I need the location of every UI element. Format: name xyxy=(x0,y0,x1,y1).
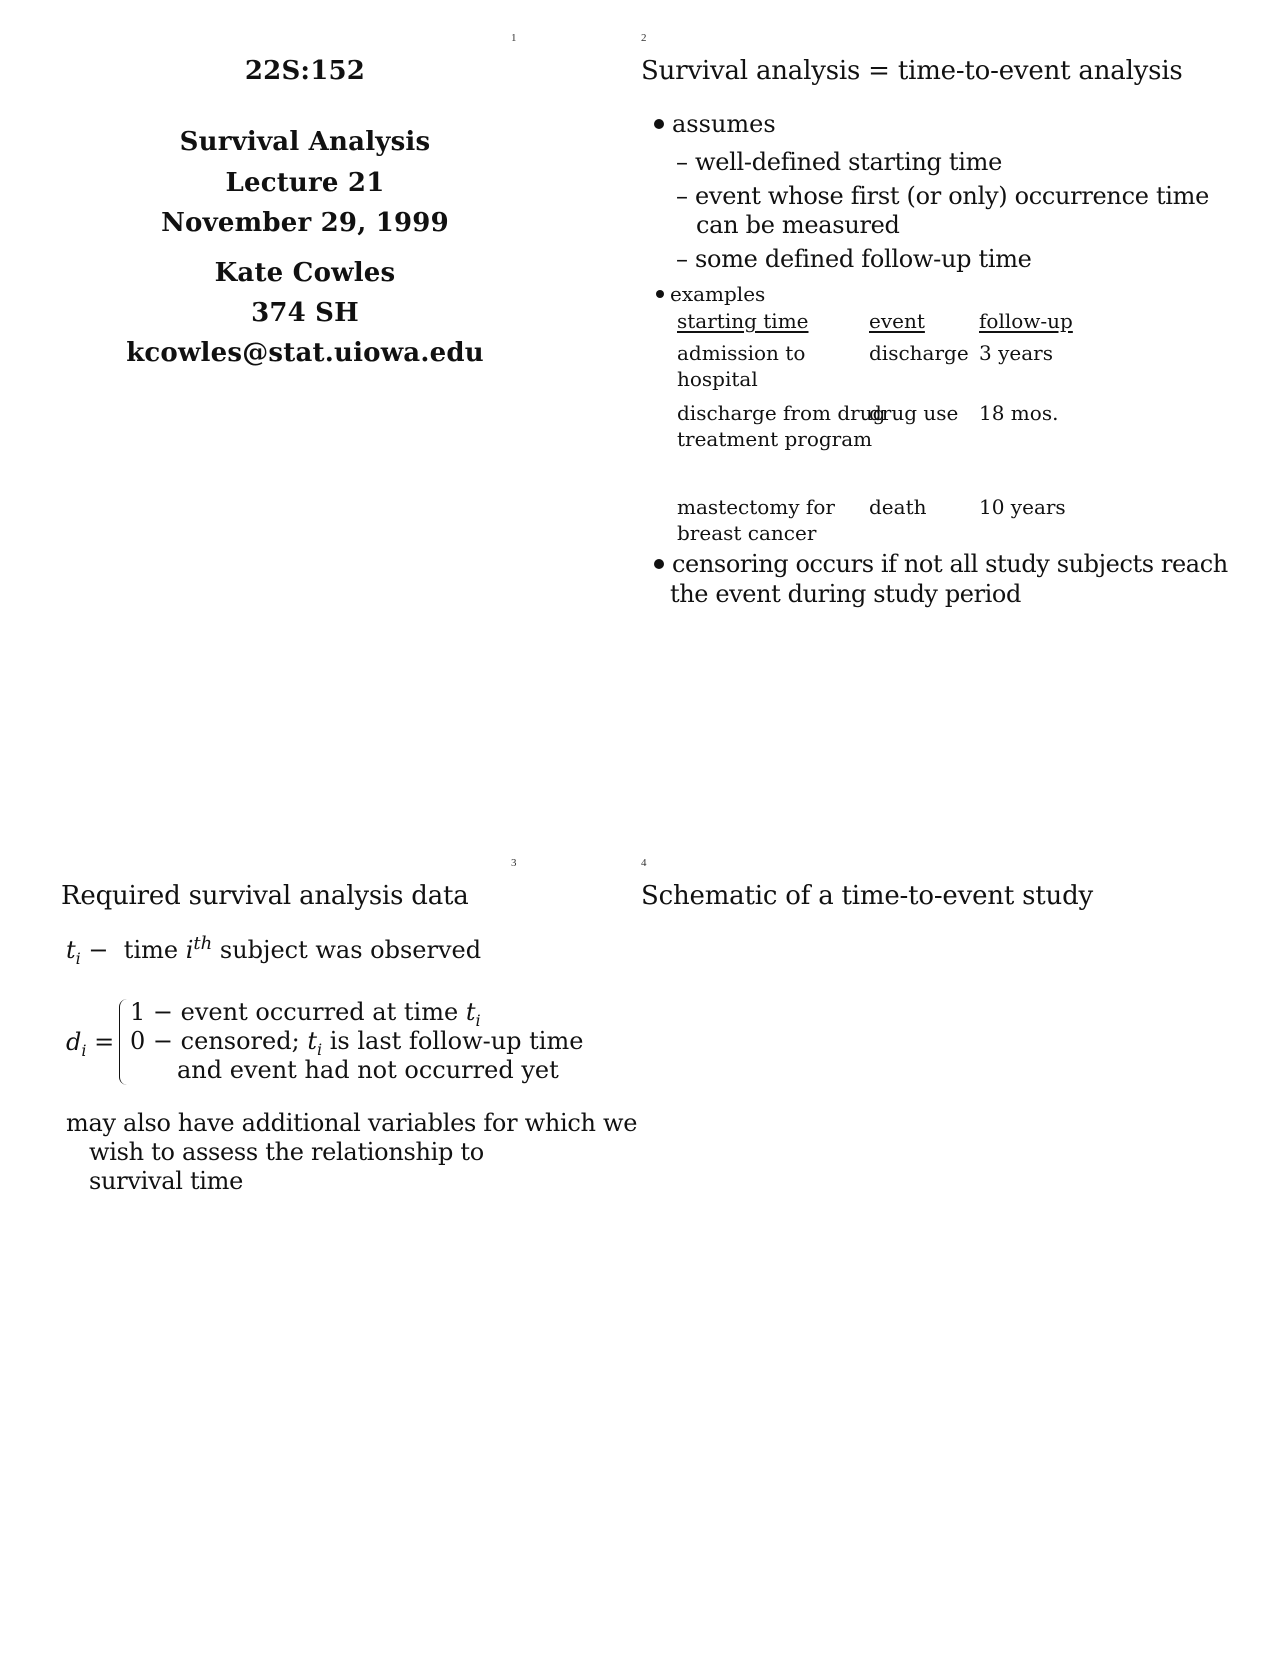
cell-line: breast cancer xyxy=(677,521,817,545)
page-number-2: 2 xyxy=(641,32,647,44)
math-sup: th xyxy=(193,933,213,954)
additional-variables-line-2: wish to assess the relationship to xyxy=(89,1138,484,1166)
math-dash: − xyxy=(152,998,174,1026)
lecture-date: November 29, 1999 xyxy=(161,208,449,238)
table-cell-event: drug use xyxy=(869,401,959,425)
table-cell-followup: 18 mos. xyxy=(979,401,1059,425)
lecture-number: Lecture 21 xyxy=(225,168,385,198)
assumes-item-1: – well-defined starting time xyxy=(676,148,1003,176)
math-dash: − xyxy=(152,1027,174,1055)
d-lhs xyxy=(66,1028,114,1060)
assumes-item-text: well-defined starting time xyxy=(695,148,1003,176)
page-number-3: 3 xyxy=(511,857,517,869)
page-number-4: 4 xyxy=(641,857,647,869)
author-email: kcowles@stat.uiowa.edu xyxy=(126,338,484,368)
table-header-event: event xyxy=(869,309,925,333)
bullet-label: assumes xyxy=(672,110,776,138)
additional-variables-line-3: survival time xyxy=(89,1167,244,1195)
table-cell-followup: 3 years xyxy=(979,341,1053,365)
case-2-cont: and event had not occurred yet xyxy=(177,1056,559,1084)
course-code: 22S:152 xyxy=(244,56,366,86)
bullet-icon xyxy=(656,290,664,298)
slide-heading: Schematic of a time-to-event study xyxy=(641,881,1094,911)
office-location: 374 SH xyxy=(251,298,359,328)
math-var: d xyxy=(66,1028,82,1056)
assumes-item-2: – event whose first (or only) occurrence time xyxy=(676,182,1210,210)
table-header-followup: follow-up xyxy=(979,309,1073,333)
case-2 xyxy=(130,1027,583,1059)
slide-title: Survival Analysis xyxy=(179,127,431,157)
math-sub: i xyxy=(75,948,81,968)
cell-line: hospital xyxy=(677,367,758,391)
table-cell-start xyxy=(677,400,885,452)
bullet-assumes xyxy=(654,110,776,138)
assumes-item-2-cont: can be measured xyxy=(696,211,900,239)
assumes-item-text: event whose first (or only) occurrence time xyxy=(695,182,1210,210)
table-cell-start xyxy=(677,340,805,392)
math-text: time xyxy=(123,936,179,964)
bullet-icon xyxy=(654,559,664,569)
math-var: t xyxy=(307,1027,317,1055)
table-header-start: starting time xyxy=(677,309,809,333)
table-cell-event: death xyxy=(869,495,927,519)
math-var: i xyxy=(185,936,194,964)
math-sub: i xyxy=(316,1039,323,1059)
bullet-examples xyxy=(656,282,765,306)
table-cell-start xyxy=(677,494,835,546)
case-value: 0 xyxy=(130,1027,146,1055)
case-text: censored; xyxy=(180,1027,300,1055)
author-name: Kate Cowles xyxy=(214,258,396,288)
bullet-icon xyxy=(654,119,664,129)
math-dash: − xyxy=(88,936,109,964)
t-definition xyxy=(66,933,481,968)
bullet-censoring-cont: the event during study period xyxy=(670,580,1021,608)
math-var: t xyxy=(465,998,476,1026)
slide-heading: Survival analysis = time-to-event analysis xyxy=(641,56,1183,86)
cell-line: admission to xyxy=(677,341,806,365)
cell-line: treatment program xyxy=(677,427,873,451)
math-sub: i xyxy=(475,1010,481,1030)
bullet-censoring xyxy=(654,550,1228,578)
case-text: event occurred at time xyxy=(180,998,459,1026)
cell-line: discharge from drug xyxy=(677,401,886,425)
slide-heading: Required survival analysis data xyxy=(61,881,469,911)
table-cell-event: discharge xyxy=(869,341,969,365)
bullet-label: examples xyxy=(670,282,766,306)
case-1 xyxy=(130,998,481,1030)
page-number-1: 1 xyxy=(511,32,517,44)
bullet-label: censoring occurs if not all study subjects reach xyxy=(672,550,1228,578)
math-eq: = xyxy=(94,1028,115,1056)
math-text: subject was observed xyxy=(219,936,482,964)
cell-line: mastectomy for xyxy=(677,495,835,519)
table-cell-followup: 10 years xyxy=(979,495,1066,519)
brace-icon xyxy=(119,999,130,1085)
additional-variables-line-1: may also have additional variables for which we xyxy=(66,1109,638,1137)
assumes-item-3: – some defined follow-up time xyxy=(676,245,1032,273)
math-sub: i xyxy=(81,1040,87,1060)
case-text: is last follow-up time xyxy=(329,1027,584,1055)
math-var: t xyxy=(66,936,76,964)
case-value: 1 xyxy=(130,998,146,1026)
assumes-item-text: some defined follow-up time xyxy=(695,245,1032,273)
